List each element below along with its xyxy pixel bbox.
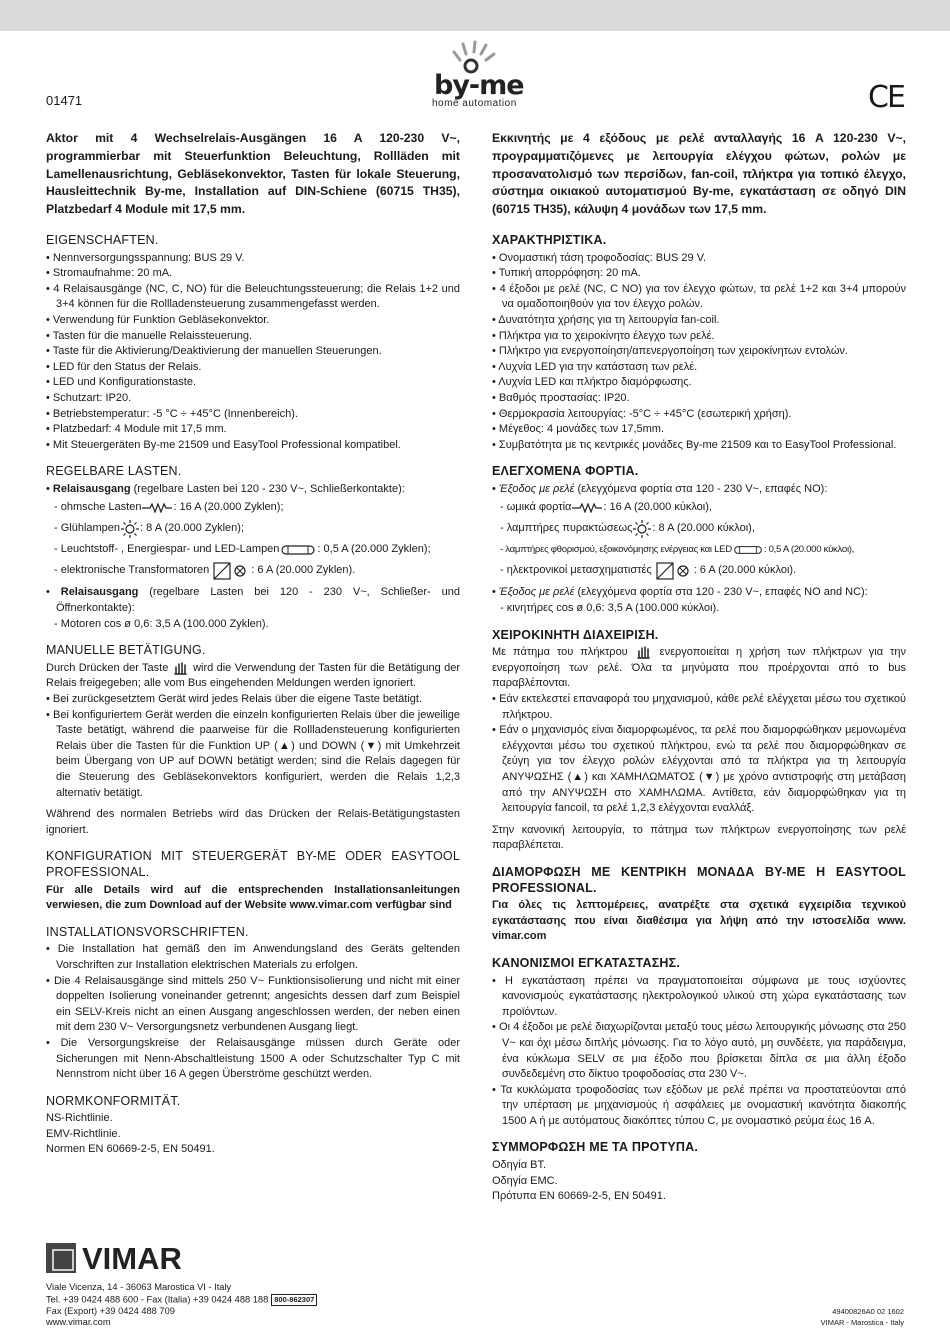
de-norms-title: NORMKONFORMITÄT.	[46, 1093, 181, 1108]
website-link[interactable]: www.vimar.com	[46, 1317, 111, 1328]
transformer-icon	[210, 562, 250, 580]
phone-numbers: Tel. +39 0424 488 600 - Fax (Italia) +39 0424 488 188	[46, 1294, 269, 1305]
de-feature-item: • Tasten für die manuelle Relaissteuerung.	[46, 329, 253, 342]
de-load-resistive-label: - ohmsche Lasten	[54, 501, 142, 514]
de-config-title: KONFIGURATION MIT STEUERGERÄT BY-ME ODER EASYTOOL PROFESSIONAL.	[46, 849, 460, 879]
de-output-1-label: Relaisausgang	[52, 482, 131, 495]
el-feature-item: • 4 έξοδοι με ρελέ (NC, C NO) για τον έλεγχο φώτων, τα ρελέ 1+2 και 3+4 μπορούν να ομαδοποιηθούν για τον έλεγχο ρολών.	[492, 282, 906, 311]
de-feature-item: • Schutzart: IP20.	[46, 391, 132, 404]
de-feature-item: • Stromaufnahme: 20 mA.	[46, 267, 173, 280]
de-feature-item: • Platzbedarf: 4 Module mit 17,5 mm.	[46, 423, 227, 436]
de-norm-item: NS-Richtlinie.	[46, 1112, 113, 1125]
el-manual-note: Στην κανονική λειτουργία, το πάτημα των πλήκτρων ενεργοποίησης των ρελέ παραβλέπεται.	[492, 823, 906, 852]
el-manual-bullet: • Εάν ο μηχανισμός είναι διαμορφωμένος, τα ρελέ που διαμορφώθηκαν μεμονωμένα ελέγχονται μέσω του σχετικού πλήκτρου, ενώ τα ρελέ που διαμορφώθηκαν σε ζεύγη για τον έλεγχο ρολών ελέγχονται από τα πλήκτρα για τη λειτουργία ΑΝΥΨΩΣΗΣ (▲) και ΧΑΜΗΛΩΜΑΤΟΣ (▼) με χρόνο αντιστροφής στη μετάβαση από την ΑΝΥΨΩΣΗ στο ΧΑΜΗΛΩΜΑ. Αντίθετα, εάν διαμορφώθηκαν για τη λειτουργία fancoil, τα ρελέ 1,2,3 ελέγχονται εναλλάξ.	[492, 724, 906, 815]
el-norm-item: Οδηγία BT.	[492, 1159, 547, 1172]
fluorescent-lamp-icon	[733, 543, 763, 557]
de-manual-intro-a: Durch Drücken der Taste	[46, 661, 169, 674]
de-load-transformer	[46, 560, 460, 581]
el-load-resistive-value: : 16 A (20.000 κύκλοι),	[603, 501, 712, 514]
el-load-incandescent	[492, 518, 906, 539]
de-feature-item: • LED für den Status der Relais.	[46, 360, 202, 373]
hand-press-icon	[173, 661, 189, 675]
transformer-icon	[653, 562, 693, 580]
vimar-logo	[46, 1241, 182, 1277]
el-load-resistive-label: - ωμικά φορτία	[500, 501, 572, 514]
de-feature-item: • Verwendung für Funktion Gebläsekonvektor.	[46, 313, 270, 326]
de-feature-item: • LED und Konfigurationstaste.	[46, 376, 196, 389]
de-load-resistive	[46, 497, 460, 518]
address-line: Viale Vicenza, 14 - 36063 Marostica VI - Italy	[46, 1282, 232, 1292]
el-norm-item: Οδηγία EMC.	[492, 1174, 558, 1187]
resistor-icon	[572, 503, 602, 513]
el-norms-title: ΣΥΜΜΟΡΦΩΣΗ ΜΕ ΤΑ ΠΡΟΤΥΠΑ.	[492, 1140, 699, 1155]
german-column	[46, 130, 460, 1169]
el-feature-item: • Πλήκτρο για ενεργοποίηση/απενεργοποίηση των χειροκίνητων εντολών.	[492, 345, 848, 358]
el-load-fluorescent-value: : 0,5 A (20.000 κύκλοι),	[763, 544, 855, 556]
el-load-transformer-value: : 6 A (20.000 κύκλοι).	[693, 564, 797, 577]
de-norm-item: Normen EN 60669-2-5, EN 50491.	[46, 1143, 215, 1156]
de-load-fluorescent-label: - Leuchtstoff- , Energiespar- und LED-Lampen	[54, 543, 280, 556]
el-output-1-desc: (ελεγχόμενα φορτία στα 120 - 230 V~, επαφές NO):	[574, 482, 828, 495]
de-install-item: • Die Installation hat gemäß den im Anwendungsland des Geräts geltenden Vorschriften zur Installation elektrischen Materials zu erfolgen.	[46, 943, 460, 971]
el-load-incandescent-value: : 8 A (20.000 κύκλοι),	[652, 522, 755, 535]
ce-mark: CE	[868, 80, 904, 115]
de-feature-item: • Nennversorgungsspannung: BUS 29 V.	[46, 251, 245, 264]
el-feature-item: • Λυχνία LED και πλήκτρο διαμόρφωσης.	[492, 376, 692, 389]
el-install-title: ΚΑΝΟΝΙΣΜΟΙ ΕΓΚΑΤΑΣΤΑΣΗΣ.	[492, 955, 681, 970]
vimar-logo-mark	[46, 1243, 76, 1273]
de-load-incandescent-value: : 8 A (20.000 Zyklen);	[140, 522, 244, 535]
el-manual-intro-a: Με πάτημα του πλήκτρου	[492, 646, 628, 659]
el-feature-item: • Τυπική απορρόφηση: 20 mA.	[492, 267, 641, 280]
el-feature-item: • Πλήκτρα για το χειροκίνητο έλεγχο των ρελέ.	[492, 329, 715, 342]
el-output-1-label: Έξοδος με ρελέ	[498, 482, 575, 495]
lamp-icon	[633, 520, 651, 538]
de-manual-intro	[46, 661, 460, 692]
el-manual-bullet: • Εάν εκτελεστεί επαναφορά του μηχανισμού, κάθε ρελέ ελέγχεται μέσω του σχετικού πλήκτρου.	[492, 693, 906, 721]
fax-export-line: Fax (Export) +39 0424 488 709	[46, 1305, 175, 1316]
de-feature-item: • 4 Relaisausgänge (NC, C, NO) für die Beleuchtungssteuerung; die Relais 1+2 und 3+4 können für die Rollladensteuerung zusammengefasst werden.	[46, 282, 460, 311]
el-manual-title: ΧΕΙΡΟΚΙΝΗΤΗ ΔΙΑΧΕΙΡΙΣΗ.	[492, 627, 659, 642]
el-config	[492, 865, 906, 945]
el-load-fluorescent	[492, 539, 906, 560]
vimar-wordmark: VIMAR	[82, 1241, 182, 1276]
de-install-item: • Die Versorgungskreise der Relaisausgänge müssen durch Geräte oder Sicherungen mit Nenn-Abschaltleistung 1500 A oder Schutzschalter Typ C mit Nennstrom nicht über 16 A gegen Überströme geschützt werden.	[46, 1036, 460, 1081]
el-manual	[492, 628, 906, 854]
el-feature-item: • Μέγεθος: 4 μονάδες των 17,5mm.	[492, 423, 665, 436]
el-install-item: • Τα κυκλώματα τροφοδοσίας των εξόδων με ρελέ πρέπει να προστατεύονται από την υπέρταση με μηχανισμούς ή ασφάλειες με ονομαστική ικανότητα διακοπής 1500 A ή με αυτόματους διακόπτες τύπου C, με ονομαστικό ρεύμα έως 16 A.	[492, 1083, 906, 1127]
de-feature-item: • Taste für die Aktivierung/Deaktivierung der manuellen Steuerungen.	[46, 345, 382, 358]
el-manual-intro	[492, 645, 906, 692]
el-feature-item: • Θερμοκρασία λειτουργίας: -5°C ÷ +45°C (εσωτερική χρήση).	[492, 407, 792, 420]
el-output-2: • Έξοδος με ρελέ (ελεγχόμενα φορτία στα 120 - 230 V~, επαφές NO and NC):	[492, 586, 868, 599]
hand-icon	[450, 40, 500, 74]
el-features-title: ΧΑΡΑΚΤΗΡΙΣΤΙΚΑ.	[492, 232, 607, 247]
el-output-2-desc: (ελεγχόμενα φορτία στα 120 - 230 V~, επαφές NO and NC):	[574, 586, 868, 599]
de-norms	[46, 1094, 460, 1158]
de-manual-intro-b: wird die Verwendung der Tasten für die Betätigung der Relais freigegeben; alle vom Bus eingehenden Meldungen werden ignoriert.	[46, 661, 460, 690]
company-address	[46, 1282, 317, 1329]
de-manual-title: MANUELLE BETÄTIGUNG.	[46, 643, 206, 658]
top-bar	[0, 0, 950, 31]
byme-logo	[420, 40, 530, 110]
greek-column	[492, 130, 906, 1216]
de-manual	[46, 643, 460, 838]
el-feature-item: • Ονομαστική τάση τροφοδοσίας: BUS 29 V.	[492, 251, 707, 264]
de-install-title: INSTALLATIONSVORSCHRIFTEN.	[46, 924, 249, 939]
de-load-transformer-label: - elektronische Transformatoren	[54, 564, 210, 577]
de-manual-bullet: • Bei zurückgesetztem Gerät wird jedes Relais über die eigene Taste betätigt.	[46, 693, 423, 706]
de-norm-item: EMV-Richtlinie.	[46, 1127, 121, 1140]
el-load-motor: - κινητήρες cos ø 0,6: 3,5 A (100.000 κύκλοι).	[500, 602, 720, 615]
el-feature-item: • Συμβατότητα με τις κεντρικές μονάδες By-me 21509 και το EasyTool Professional.	[492, 438, 897, 451]
el-output-1: • Έξοδος με ρελέ (ελεγχόμενα φορτία στα 120 - 230 V~, επαφές NO):	[492, 482, 828, 495]
de-config-text: Für alle Details wird auf die entsprechenden Installationsanleitungen verwiesen, die zum Download auf der Website www.vimar.com verfügbar sind	[46, 883, 460, 912]
el-install-item: • Οι 4 έξοδοι με ρελέ διαχωρίζονται μεταξύ τους μέσω λειτουργικής μόνωσης στα 250 V~ και όχι μέσω διπλής μόνωσης. Για το λόγο αυτό, μη συνδέετε, για παράδειγμα, ένα κύκλωμα SELV σε μια έξοδο που βρίσκεται δίπλα σε μια άλλη έξοδο συνδεδεμένη στο δίκτυο τροφοδοσίας στα 230 V~.	[492, 1021, 906, 1081]
de-install	[46, 925, 460, 1083]
el-load-incandescent-label: - λαμπτήρες πυρακτώσεως	[500, 522, 633, 535]
de-output-1-desc: (regelbare Lasten bei 120 - 230 V~, Schließerkontakte):	[130, 482, 405, 495]
el-feature-item: • Δυνατότητα χρήσης για τη λειτουργία fan-coil.	[492, 313, 720, 326]
de-output-2-desc: (regelbare Lasten bei 120 - 230 V~, Schließer- und Öffnerkontakte):	[56, 586, 460, 615]
resistor-icon	[142, 503, 172, 513]
de-load-incandescent-label: - Glühlampen	[54, 522, 121, 535]
de-load-incandescent	[46, 518, 460, 539]
de-loads	[46, 464, 460, 632]
el-load-transformer	[492, 560, 906, 581]
el-feature-item: • Βαθμός προστασίας: IP20.	[492, 391, 630, 404]
el-config-title: ΔΙΑΜΟΡΦΩΣΗ ΜΕ ΚΕΝΤΡΙΚΗ ΜΟΝΑΔΑ BY-ME Η EASYTOOL PROFESSIONAL.	[492, 864, 906, 895]
de-config	[46, 849, 460, 913]
de-install-item: • Die 4 Relaisausgänge sind mittels 250 V~ Funktionsisolierung und nicht mit einer doppelten Isolierung voneinander getrennt; angesichts dessen darf zum Beispiel ein SELV-Kreis nicht an einen Ausgang angeschlossen werden, der neben einen mit dem 230 V~ Versorgungsnetz verbundenen Ausgang liegt.	[46, 974, 460, 1034]
toll-free-badge: 800-862307	[271, 1294, 317, 1306]
de-output-2-label: Relaisausgang	[60, 586, 139, 599]
hand-press-icon	[636, 645, 652, 659]
de-features-title: EIGENSCHAFTEN.	[46, 232, 159, 247]
el-loads	[492, 464, 906, 616]
el-install-item: • Η εγκατάσταση πρέπει να πραγματοποιείται σύμφωνα με τους ισχύοντες κανονισμούς εγκατάστασης ηλεκτρολογικού υλικού στη χώρα εγκατάστασης των προϊόντων.	[492, 974, 906, 1018]
byme-wordmark: by-me	[434, 70, 524, 101]
el-manual-intro-b: ενεργοποιείται η χρήση των πλήκτρων για την ενεργοποίηση των ρελέ. Όλα τα μηνύματα που προέρχονται από το bus παραβλέπονται.	[492, 646, 906, 690]
el-intro: Εκκινητής με 4 εξόδους με ρελέ ανταλλαγής 16 A 120-230 V~, προγραμματιζόμενες με λειτουργία ελέγχου φώτων, ρολών με προσανατολισμό των περσίδων, fan-coil, πλήκτρα για τοπικό έλεγχο, σύστημα οικιακού αυτοματισμού By-me, εγκατάσταση σε οδηγό DIN (60715 TH35), κάλυψη 4 μονάδων των 17,5 mm.	[492, 131, 906, 217]
de-loads-title: REGELBARE LASTEN.	[46, 464, 182, 479]
document-reference	[821, 1307, 904, 1328]
fluorescent-lamp-icon	[280, 543, 316, 557]
el-load-resistive	[492, 497, 906, 518]
el-config-text: Για όλες τις λεπτομέρειες, ανατρέξτε στα σχετικά εγχειρίδια τεχνικού εγκατάστασης που είναι διαθέσιμα για λήψη από την ιστοσελίδα www. vimar.com	[492, 899, 906, 943]
doc-ref-code: 49400826A0 02 1602	[832, 1307, 904, 1316]
el-load-transformer-label: - ηλεκτρονικοί μετασχηματιστές	[500, 564, 652, 577]
el-loads-title: ΕΛΕΓΧΟΜΕΝΑ ΦΟΡΤΙΑ.	[492, 464, 639, 479]
el-norm-item: Πρότυπα EN 60669-2-5, EN 50491.	[492, 1190, 666, 1203]
byme-subtitle: home automation	[432, 98, 517, 109]
el-install	[492, 956, 906, 1130]
el-feature-item: • Λυχνία LED για την κατάσταση των ρελέ.	[492, 360, 698, 373]
de-output-2: • Relaisausgang (regelbare Lasten bei 120 - 230 V~, Schließer- und Öffnerkontakte):	[46, 586, 460, 615]
de-manual-bullet: • Bei konfiguriertem Gerät werden die einzeln konfigurierten Relais über die jeweilige Taste betätigt, während die paarweise für die Rollladensteuerung konfigurierten Relais über die Tasten für die Funktion UP (▲) und DOWN (▼) mit Umkehrzeit beim Übergang von UP auf DOWN betätigt werden; sind die Relais dagegen für die Steuerung des Gebläsekonvektors konfiguriert, werden die Relais 1,2,3 alternativ betätigt.	[46, 708, 460, 799]
de-features	[46, 233, 460, 453]
el-features	[492, 233, 906, 453]
el-output-2-label: Έξοδος με ρελέ	[498, 586, 575, 599]
el-load-fluorescent-label: - λαμπτήρες φθορισμού, εξοικονόμησης ενέργειας και LED	[500, 544, 732, 556]
de-manual-note: Während des normalen Betriebs wird das Drücken der Relais-Betätigungstasten ignoriert.	[46, 808, 460, 836]
de-load-fluorescent	[46, 539, 460, 560]
de-output-1: • Relaisausgang (regelbare Lasten bei 120 - 230 V~, Schließerkontakte):	[46, 482, 405, 495]
de-load-fluorescent-value: : 0,5 A (20.000 Zyklen);	[317, 543, 431, 556]
product-code: 01471	[46, 93, 83, 108]
de-load-motor: - Motoren cos ø 0,6: 3,5 A (100.000 Zyklen).	[54, 617, 269, 630]
phone-line	[46, 1294, 317, 1306]
de-load-resistive-value: : 16 A (20.000 Zyklen);	[173, 501, 284, 514]
de-intro: Aktor mit 4 Wechselrelais-Ausgängen 16 A 120-230 V~, programmierbar mit Steuerfunktion Beleuchtung, Rollläden mit Lamellenausrichtung, Gebläsekonvektor, Tasten für lokale Steuerung, Hausleittechnik By-me, Installation auf DIN-Schiene (60715 TH35), Platzbedarf 4 Module mit 17,5 mm.	[46, 131, 460, 217]
de-feature-item: • Betriebstemperatur: -5 °C ÷ +45°C (Innenbereich).	[46, 407, 298, 420]
de-feature-item: • Mit Steuergeräten By-me 21509 und EasyTool Professional kompatibel.	[46, 438, 401, 451]
de-load-transformer-value: : 6 A (20.000 Zyklen).	[251, 564, 356, 577]
el-norms	[492, 1140, 906, 1204]
lamp-icon	[121, 520, 139, 538]
doc-ref-place: VIMAR - Marostica - Italy	[820, 1317, 904, 1327]
